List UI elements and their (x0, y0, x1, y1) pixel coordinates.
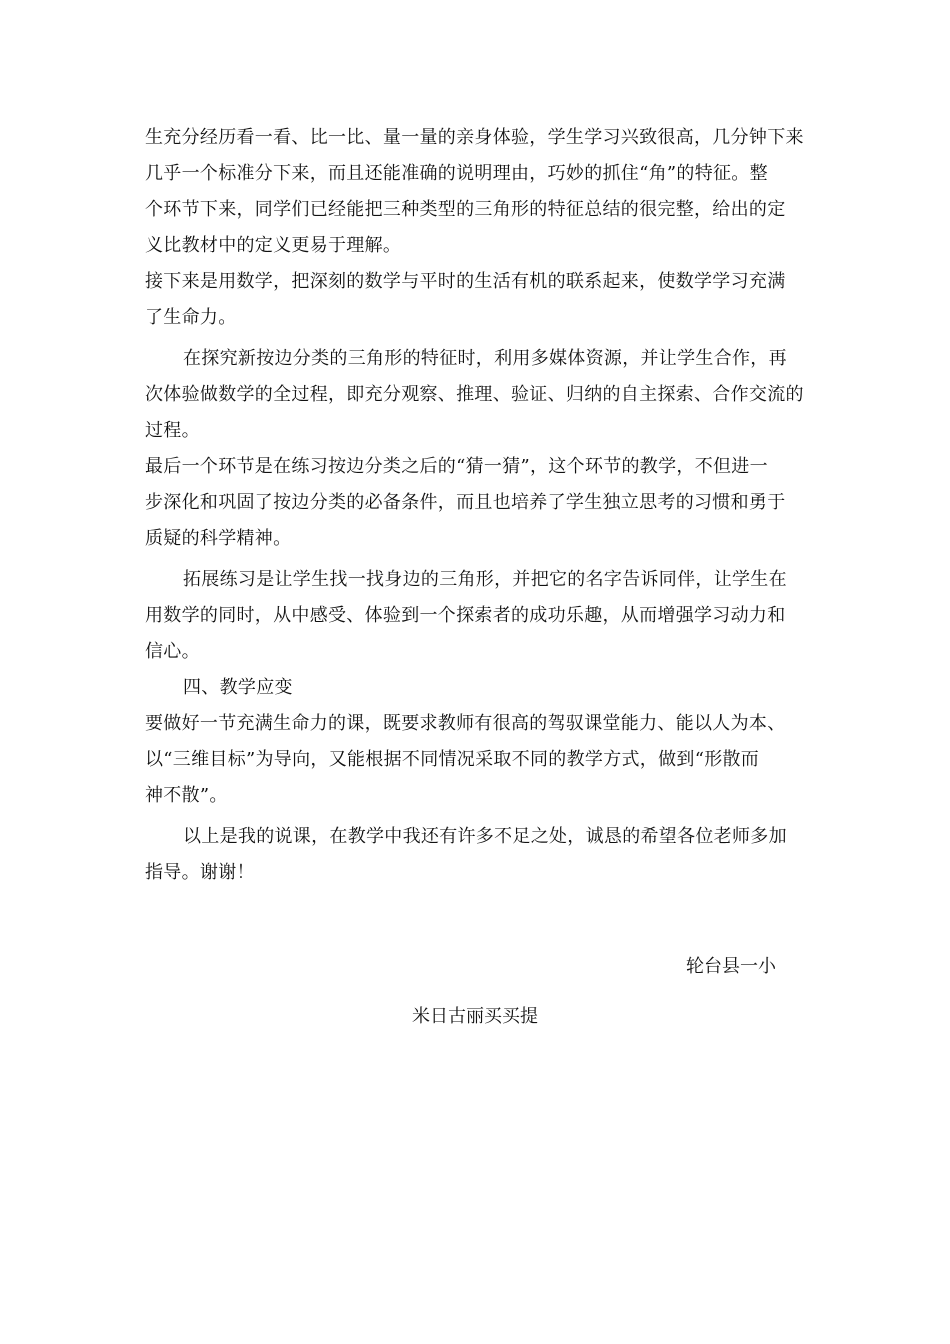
document-body (145, 120, 809, 891)
text-line: 最后一个环节是在练习按边分类之后的“猜一猜”，这个环节的教学，不但进一 (145, 456, 768, 477)
text-line: 几乎一个标准分下来，而且还能准确的说明理由，巧妙的抓住“角”的特征。整 (145, 163, 768, 184)
text-line: 质疑的科学精神。 (145, 528, 292, 549)
text-line: 了生命力。 (145, 307, 237, 328)
section-heading: 四、教学应变 (183, 677, 293, 698)
text-line: 指导。谢谢！ (145, 862, 255, 883)
text-line: 义比教材中的定义更易于理解。 (145, 235, 402, 256)
signature-name: 米日古丽买买提 (412, 1006, 538, 1027)
text-line: 以“三维目标”为导向，又能根据不同情况采取不同的教学方式，做到“形散而 (145, 749, 760, 770)
text-line: 个环节下来，同学们已经能把三种类型的三角形的特征总结的很完整，给出的定 (145, 199, 786, 220)
paragraph-start-line: 以上是我的说课，在教学中我还有许多不足之处，诚恳的希望各位老师多加 (183, 826, 787, 847)
text-line: 神不散”。 (145, 785, 228, 806)
paragraph-start-line: 在探究新按边分类的三角形的特征时，利用多媒体资源，并让学生合作，再 (183, 348, 787, 369)
text-line: 过程。 (145, 420, 200, 441)
text-line: 接下来是用数学，把深刻的数学与平时的生活有机的联系起来，使数学学习充满 (145, 271, 786, 292)
text-line: 次体验做数学的全过程，即充分观察、推理、验证、归纳的自主探索、合作交流的 (145, 384, 804, 405)
text-line: 用数学的同时，从中感受、体验到一个探索者的成功乐趣，从而增强学习动力和 (145, 605, 786, 626)
text-line: 生充分经历看一看、比一比、量一量的亲身体验，学生学习兴致很高，几分钟下来 (145, 127, 804, 148)
paragraph-start-line: 拓展练习是让学生找一找身边的三角形，并把它的名字告诉同伴，让学生在 (183, 569, 787, 590)
text-line: 信心。 (145, 641, 200, 662)
text-line: 要做好一节充满生命力的课，既要求教师有很高的驾驭课堂能力、能以人为本、 (145, 713, 786, 734)
text-line: 步深化和巩固了按边分类的必备条件，而且也培养了学生独立思考的习惯和勇于 (145, 492, 786, 513)
signature-school: 轮台县一小 (686, 956, 776, 977)
